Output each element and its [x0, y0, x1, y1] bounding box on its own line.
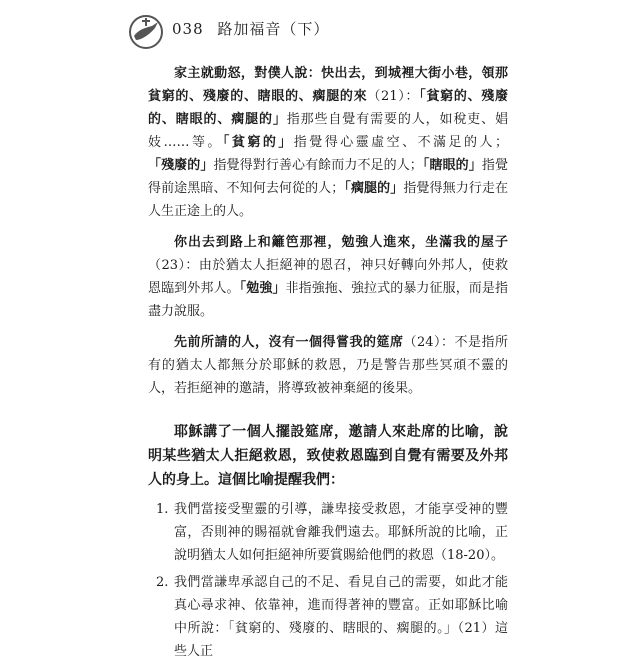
verse-quote: 先前所請的人，沒有一個得嘗我的筵席	[174, 335, 404, 350]
item-text: 我們當接受聖靈的引導，謙卑接受救恩，才能享受神的豐富，否則神的賜福就會離我們遠去。耶穌所說的比喻，正說明猶太人如何拒絕神所要賞賜給他們的救恩（18-20）。	[174, 502, 508, 563]
page-body	[148, 62, 508, 667]
paragraph-3	[148, 331, 508, 400]
term: 「貧窮的、殘廢的、瞎眼的、瘸腿的」	[148, 89, 508, 127]
list-item	[148, 498, 508, 567]
term: 「瘸腿的」	[344, 181, 404, 196]
item-number: 2.	[156, 575, 169, 590]
page-number: 038	[172, 20, 204, 38]
text: 指覺得心靈虛空、不滿足的人；	[293, 135, 508, 150]
text: （23）：由於猶太人拒絕神的恩召，神只好轉向外邦人，使救恩臨到外邦人。	[148, 258, 508, 296]
text: （24）：不是指所有的猶太人都無分於耶穌的救恩，乃是警告那些冥頑不靈的人，若拒絕神的邀請，將導致被神棄絕的後果。	[148, 335, 508, 396]
answer-list	[148, 498, 508, 663]
verse-quote: 家主就動怒，對僕人說：快出去，到城裡大街小巷，領那貧窮的、殘廢的、瞎眼的、瘸腿的來	[148, 66, 508, 104]
reflection-question: 耶穌講了一個人擺設筵席，邀請人來赴席的比喻，說明某些猶太人拒絕救恩，致使救恩臨到自覺有需要及外邦人的身上。這個比喻提醒我們：	[148, 424, 508, 488]
verse-quote: 你出去到路上和籬笆那裡，勉強人進來，坐滿我的屋子	[174, 235, 508, 250]
text: 非指強拖、強拉式的暴力征服，而是指盡力說服。	[148, 281, 508, 319]
book-title: 路加福音（下）	[217, 20, 330, 38]
term: 「勉強」	[239, 281, 286, 296]
list-item	[148, 571, 508, 663]
text: 指那些自覺有需要的人，如稅吏、娼妓……等。	[148, 112, 508, 150]
term: 「殘廢的」	[148, 158, 214, 173]
item-number: 1.	[156, 502, 169, 517]
paragraph-1	[148, 62, 508, 223]
text: 指覺得無力行走在人生正途上的人。	[148, 181, 508, 219]
term: 「瞎眼的」	[422, 158, 482, 173]
page-header	[172, 18, 329, 39]
text: 指覺得對行善心有餘而力不足的人；	[213, 158, 423, 173]
paragraph-2	[148, 231, 508, 323]
text: （21）：	[367, 89, 420, 104]
item-text: 我們當謙卑承認自己的不足、看見自己的需要，如此才能真心尋求神、依靠神，進而得著神的豐富。正如耶穌比喻中所說：「貧窮的、殘廢的、瞎眼的、瘸腿的。」（21）這些人正	[174, 575, 508, 659]
dove-cross-icon	[128, 14, 164, 50]
text: 指覺得前途黑暗、不知何去何從的人；	[148, 158, 508, 196]
term: 「貧窮的」	[222, 135, 294, 150]
